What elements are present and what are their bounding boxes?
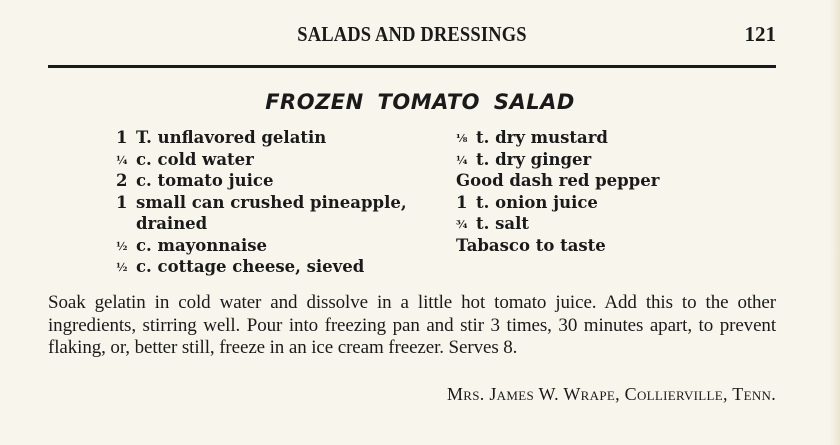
ingredient-item [456, 235, 776, 257]
recipe-attribution: Mrs. James W. Wrape, Collierville, Tenn. [446, 384, 776, 404]
ingredient-text: t. dry ginger [476, 149, 592, 169]
ingredient-text: t. dry mustard [476, 128, 608, 147]
ingredients-column-left [116, 127, 476, 278]
ingredient-item [116, 149, 476, 171]
ingredient-quantity: ¼ [116, 153, 128, 167]
ingredient-item [116, 256, 476, 278]
ingredient-item [116, 192, 476, 214]
ingredient-text: c. cottage cheese, sieved [136, 257, 365, 276]
ingredient-item [456, 192, 776, 214]
ingredient-quantity: ½ [116, 261, 128, 274]
ingredient-text: drained [136, 214, 208, 233]
running-header [48, 22, 776, 52]
ingredient-quantity: 1 [456, 192, 468, 212]
ingredient-item [456, 149, 776, 171]
ingredient-text: T. unflavored gelatin [136, 128, 327, 147]
ingredient-text: t. salt [476, 214, 529, 233]
ingredient-quantity: ¼ [456, 153, 468, 167]
ingredient-text: Good dash red pepper [456, 171, 660, 190]
recipe-title: FROZEN TOMATO SALAD [265, 90, 575, 114]
page-number: 121 [744, 22, 776, 46]
ingredient-item [116, 213, 476, 235]
ingredient-text: c. mayonnaise [136, 235, 268, 255]
ingredient-item [456, 213, 776, 235]
ingredient-text: Tabasco to taste [456, 235, 606, 255]
ingredient-quantity: ½ [116, 239, 128, 253]
ingredient-quantity: ⅛ [456, 132, 468, 145]
page-edge-shadow [830, 0, 840, 445]
header-rule [48, 65, 776, 68]
ingredient-item [116, 170, 476, 192]
recipe-instructions: Soak gelatin in cold water and dissolve in a little hot tomato juice. Add this to the other ingredients, stirring well. Pour into freezing pan and stir 3 times, 30 minutes apart, to prevent flaking, or, better still, freeze in an ice cream freezer. Serves 8. [48, 292, 776, 358]
ingredient-quantity: 2 [116, 171, 128, 190]
ingredient-item [456, 127, 776, 149]
ingredient-quantity: 1 [116, 192, 128, 212]
ingredient-text: c. tomato juice [136, 171, 274, 190]
ingredient-item [116, 235, 476, 257]
ingredient-item [116, 127, 476, 149]
section-title: SALADS AND DRESSINGS [297, 22, 527, 46]
ingredient-quantity: 1 [116, 128, 128, 147]
ingredient-item [456, 170, 776, 192]
ingredients-column-right [456, 127, 776, 256]
ingredient-text: c. cold water [136, 149, 254, 169]
ingredient-text: small can crushed pineapple, [136, 192, 407, 212]
ingredient-quantity: ¾ [456, 218, 468, 231]
ingredient-text: t. onion juice [476, 192, 598, 212]
